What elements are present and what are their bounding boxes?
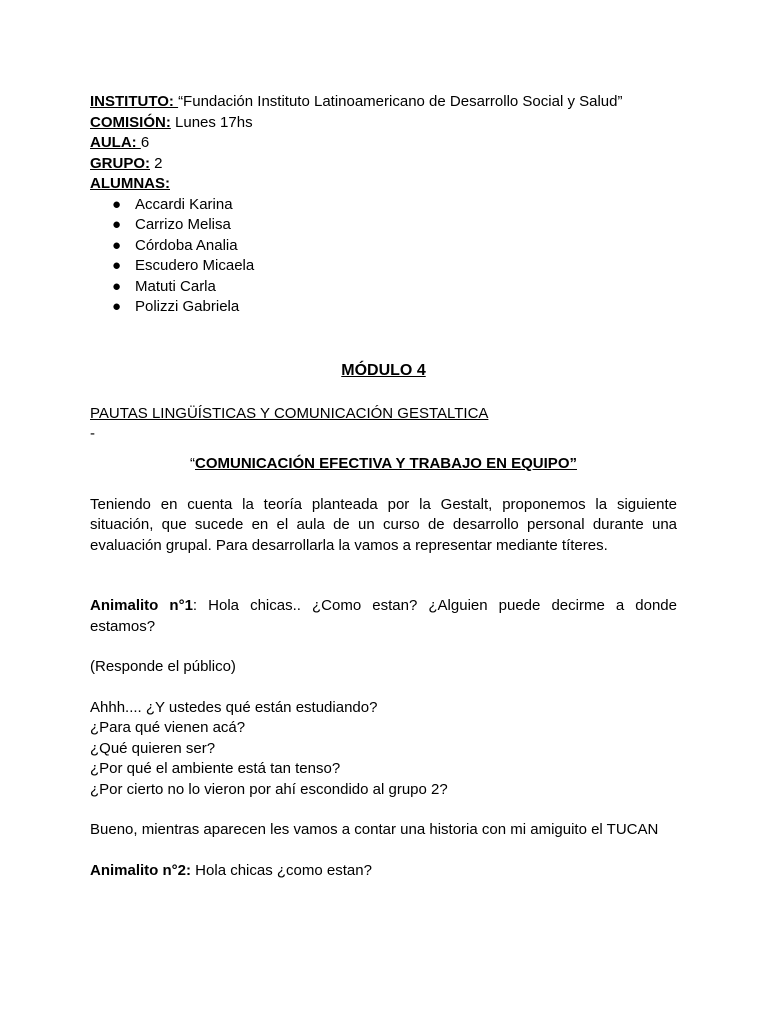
aula-line — [90, 133, 677, 154]
list-item: ● Córdoba Analia — [90, 236, 677, 257]
audience-note: (Responde el público) — [90, 658, 236, 675]
bullet-icon: ● — [112, 236, 122, 254]
bullet-icon: ● — [112, 195, 122, 213]
list-item: ● Accardi Karina — [90, 195, 677, 216]
aula-label: AULA: — [90, 134, 141, 151]
comision-value: Lunes 17hs — [170, 113, 253, 131]
comision-label: COMISIÓN: — [90, 113, 171, 131]
speaker1-text: : Hola chicas.. ¿Como estan? ¿Alguien puede decirme a donde estamos? — [90, 597, 677, 635]
list-item: ● Matuti Carla — [90, 277, 677, 298]
slogan-text: COMUNICACIÓN EFECTIVA Y TRABAJO EN EQUIPO” — [195, 455, 577, 472]
alumnas-line — [90, 174, 677, 195]
question-line: ¿Para qué vienen acá? — [90, 719, 246, 736]
instituto-line — [90, 92, 677, 113]
grupo-line — [90, 154, 677, 175]
subject-heading: PAUTAS LINGÜÍSTICAS Y COMUNICACIÓN GESTALTICA — [90, 404, 489, 422]
module-title: MÓDULO 4 — [341, 361, 426, 379]
instituto-value: “Fundación Instituto Latinoamericano de Desarrollo Social y Salud” — [178, 93, 623, 110]
speaker2-text: Hola chicas ¿como estan? — [191, 861, 372, 879]
dash-mark: - — [90, 425, 95, 442]
grupo-label: GRUPO: — [90, 154, 150, 172]
list-item: ● Escudero Micaela — [90, 256, 677, 277]
bullet-icon: ● — [112, 277, 122, 295]
questions-block — [90, 698, 677, 801]
alumnas-label: ALUMNAS: — [90, 175, 170, 192]
question-line: ¿Por qué el ambiente está tan tenso? — [90, 760, 341, 777]
question-line: ¿Por cierto no lo vieron por ahí escondido al grupo 2? — [90, 780, 448, 798]
speaker2-paragraph — [90, 861, 677, 882]
story-line: Bueno, mientras aparecen les vamos a contar una historia con mi amiguito el TUCAN — [90, 821, 659, 838]
students-list — [90, 195, 677, 318]
list-item: ● Carrizo Melisa — [90, 215, 677, 236]
speaker1-label: Animalito n°1 — [90, 597, 193, 614]
question-line: ¿Qué quieren ser? — [90, 739, 216, 757]
question-line: Ahhh.... ¿Y ustedes qué están estudiando? — [90, 698, 378, 716]
grupo-value: 2 — [150, 154, 163, 172]
slogan-open-quote: “ — [190, 455, 195, 472]
list-item: ● Polizzi Gabriela — [90, 297, 677, 318]
speaker1-paragraph — [90, 596, 677, 637]
bullet-icon: ● — [112, 257, 122, 274]
intro-paragraph: Teniendo en cuenta la teoría planteada por la Gestalt, proponemos la siguiente situación, que sucede en el aula de un curso de desarrollo personal durante una evaluación grupal. Para desarrollarla la vamos a representar mediante títeres. — [90, 495, 677, 554]
bullet-icon: ● — [112, 216, 122, 233]
slogan-heading — [90, 454, 677, 475]
instituto-label: INSTITUTO: — [90, 93, 179, 110]
bullet-icon: ● — [112, 298, 122, 315]
comision-line — [90, 113, 677, 134]
document-page — [90, 92, 677, 896]
aula-value: 6 — [140, 134, 150, 151]
speaker2-label: Animalito n°2: — [90, 861, 192, 879]
